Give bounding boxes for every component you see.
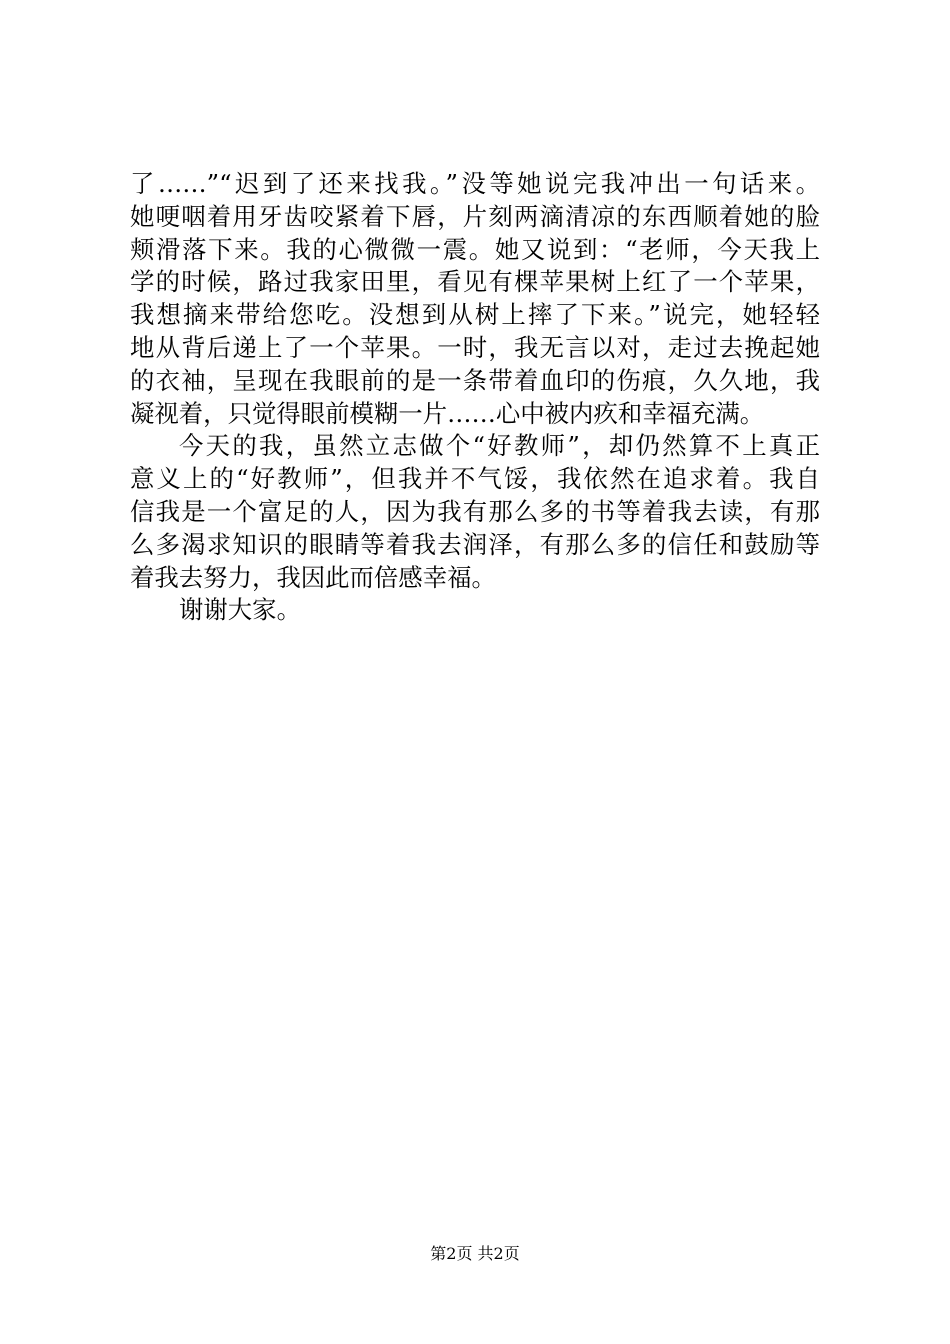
text-line: 颊滑落下来。我的心微微一震。她又说到：“老师，今天我上 bbox=[130, 234, 820, 264]
paragraph-2 bbox=[130, 430, 820, 594]
text-line: 凝视着，只觉得眼前模糊一片……心中被内疚和幸福充满。 bbox=[130, 398, 765, 428]
text-line: 我想摘来带给您吃。没想到从树上摔了下来。”说完，她轻轻 bbox=[130, 300, 820, 330]
text-line: 了……”“迟到了还来找我。”没等她说完我冲出一句话来。 bbox=[130, 169, 820, 198]
page-number: 第2页 bbox=[430, 1244, 473, 1263]
text-line: 意义上的“好教师”，但我并不气馁，我依然在追求着。我自 bbox=[130, 464, 820, 494]
text-line: 今天的我，虽然立志做个“好教师”，却仍然算不上真正 bbox=[179, 431, 820, 461]
text-line: 地从背后递上了一个苹果。一时，我无言以对，走过去挽起她 bbox=[130, 332, 820, 362]
page-footer bbox=[0, 1244, 950, 1264]
text-line: 谢谢大家。 bbox=[179, 595, 301, 625]
document-body bbox=[130, 168, 820, 627]
text-line: 信我是一个富足的人，因为我有那么多的书等着我去读，有那 bbox=[130, 496, 820, 526]
paragraph-1 bbox=[130, 168, 820, 430]
text-line: 的衣袖，呈现在我眼前的是一条带着血印的伤痕，久久地，我 bbox=[130, 365, 820, 395]
text-line: 学的时候，路过我家田里，看见有棵苹果树上红了一个苹果， bbox=[130, 267, 820, 297]
text-line: 么多渴求知识的眼睛等着我去润泽，有那么多的信任和鼓励等 bbox=[130, 529, 820, 559]
text-line: 着我去努力，我因此而倍感幸福。 bbox=[130, 562, 496, 592]
text-line: 她哽咽着用牙齿咬紧着下唇，片刻两滴清凉的东西顺着她的脸 bbox=[130, 201, 820, 231]
paragraph-3 bbox=[130, 594, 820, 627]
page-count: 共2页 bbox=[477, 1244, 520, 1263]
